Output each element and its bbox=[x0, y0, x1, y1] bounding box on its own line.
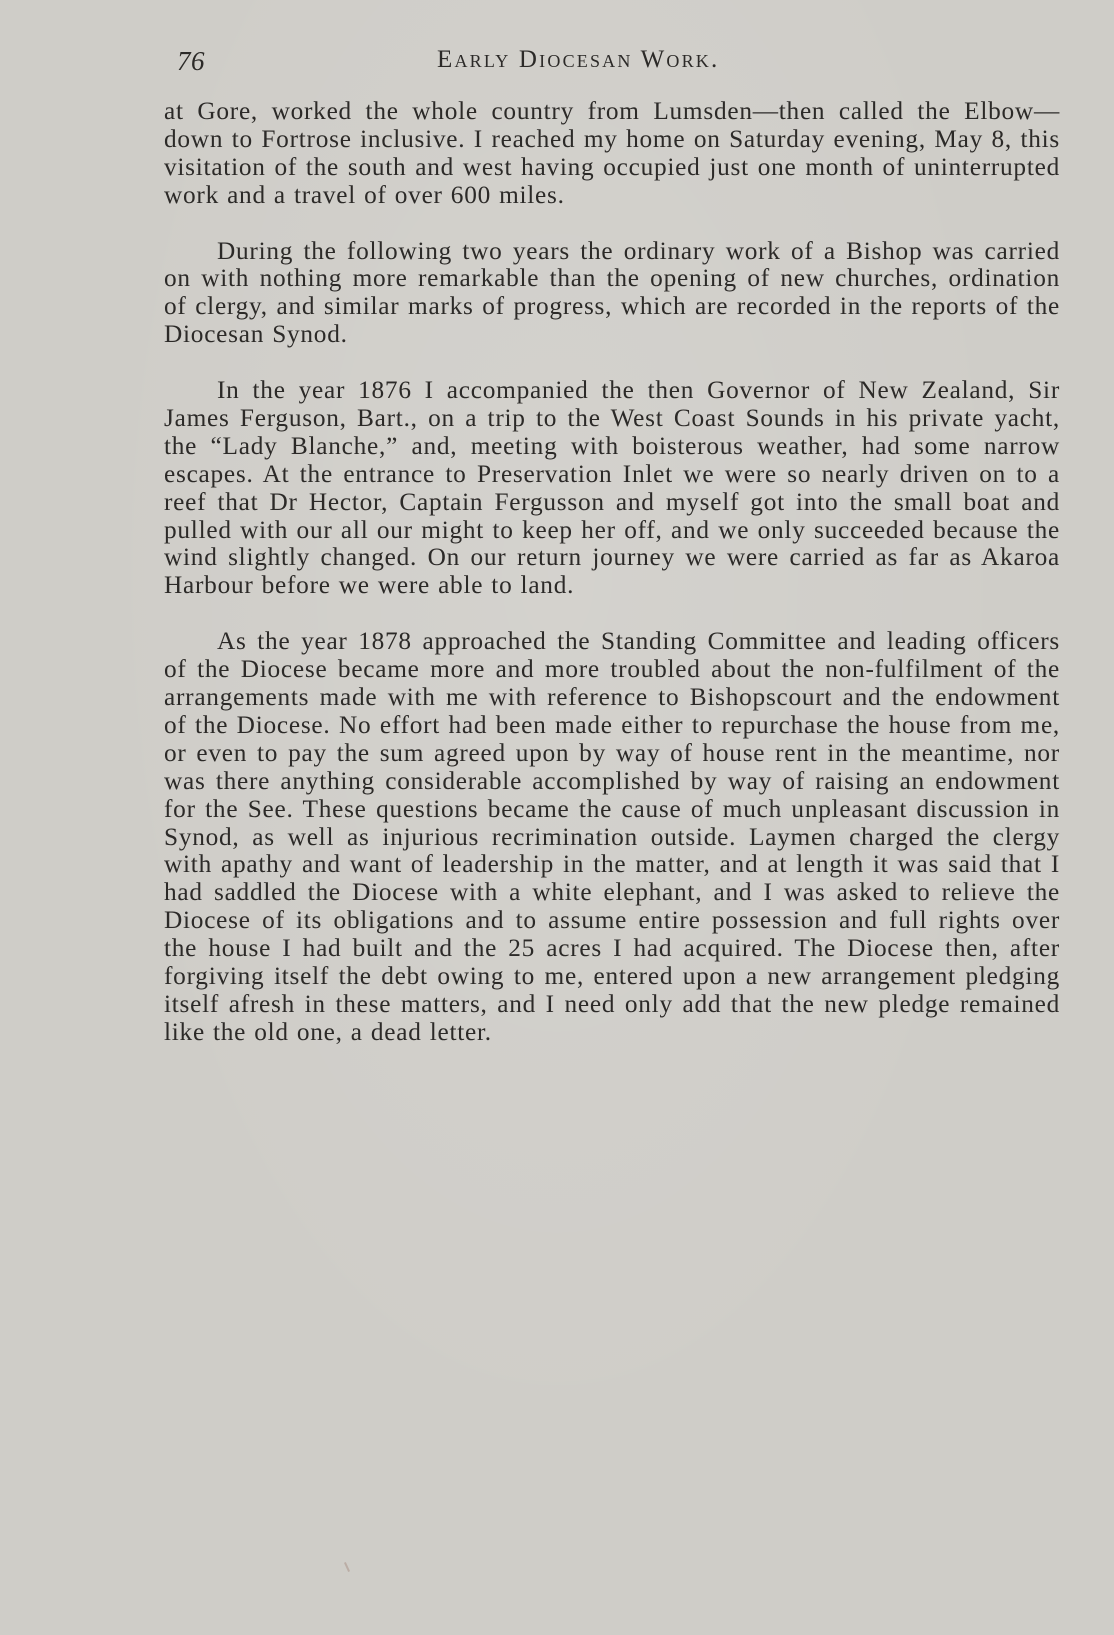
running-head bbox=[164, 42, 1064, 82]
paragraph-1: at Gore, worked the whole country from Lumsden—then called the Elbow—down to Fortrose inclusive. I reached my home on Saturday evening, May 8, this visitation of the south and west having occupied just one month of uninterrupted work and a travel of over 600 miles. bbox=[164, 97, 1060, 209]
paper-speck bbox=[344, 1562, 350, 1572]
paragraph-2: During the following two years the ordinary work of a Bishop was carried on with nothing more remarkable than the opening of new churches, ordination of clergy, and similar marks of progress, which are recorded in the reports of the Diocesan Synod. bbox=[164, 236, 1060, 349]
paragraph-3: In the year 1876 I accompanied the then Governor of New Zealand, Sir James Ferguson, Bart., on a trip to the West Coast Sounds in his private yacht, the “Lady Blanche,” and, meeting with boisterous weather, had some narrow escapes. At the entrance to Preservation Inlet we were so nearly driven on to a reef that Dr Hector, Captain Fergusson and myself got into the small boat and pulled with our all our might to keep her off, and we only succeeded because the wind slightly changed. On our return journey we were carried as far as Akaroa Harbour before we were able to land. bbox=[164, 376, 1060, 600]
page-header: Early Diocesan Work. bbox=[437, 46, 720, 73]
page-number: 76 bbox=[177, 46, 205, 76]
paragraph-4: As the year 1878 approached the Standing Committee and leading officers of the Diocese became more and more troubled about the non-fulfilment of the arrangements made with me with reference to Bishopscourt and the endowment of the Diocese. No effort had been made either to repurchase the house from me, or even to pay the sum agreed upon by way of house rent in the meantime, nor was there anything considerable accomplished by way of raising an endowment for the See. These questions became the cause of much unpleasant discussion in Synod, as well as injurious recrimination outside. Laymen charged the clergy with apathy and want of leadership in the matter, and at length it was said that I had saddled the Diocese with a white elephant, and I was asked to relieve the Diocese of its obligations and to assume entire possession and full rights over the house I had built and the 25 acres I had acquired. The Diocese then, after forgiving itself the debt owing to me, entered upon a new arrangement pledging itself afresh in these matters, and I need only add that the new pledge remained like the old one, a dead letter. bbox=[164, 627, 1060, 1046]
body-text bbox=[164, 98, 1060, 1075]
